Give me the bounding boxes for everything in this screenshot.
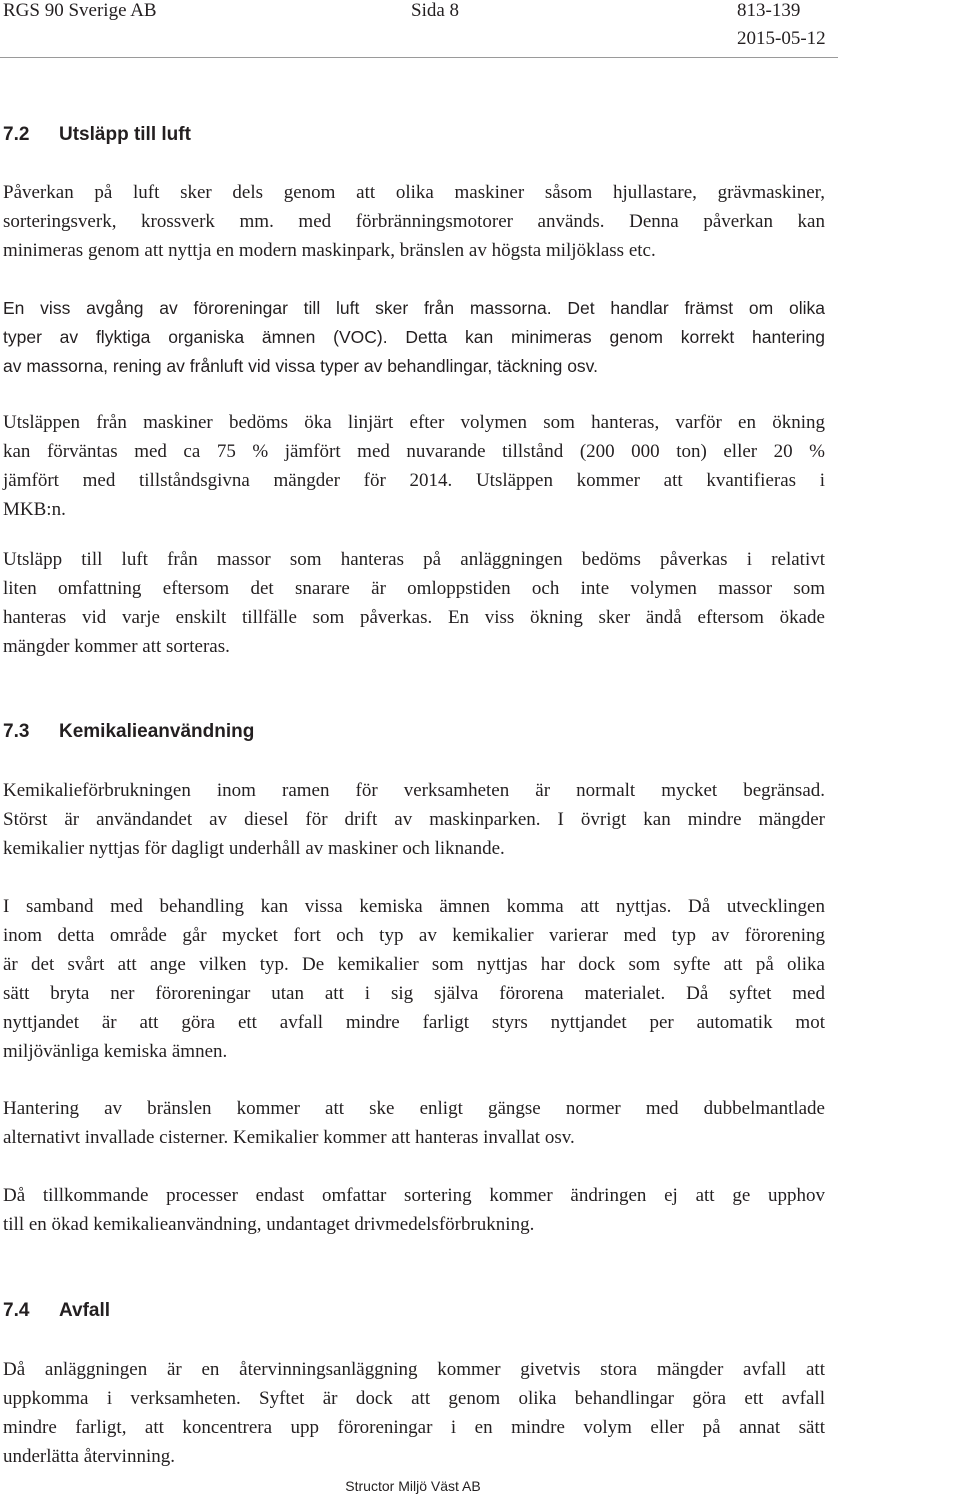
section-title: Avfall bbox=[59, 1300, 111, 1321]
section-heading-7-4 bbox=[3, 1300, 110, 1322]
text-line: kemikalier nyttjas för dagligt underhåll av maskiner och liknande. bbox=[3, 838, 505, 859]
text-line: är det svårt att ange vilken typ. De kemikalier som nyttjas har dock som syfte att på olika bbox=[3, 954, 825, 975]
text-line: sätt bryta ner föroreningar utan att i sig själva förorena materialet. Då syftet med bbox=[3, 983, 825, 1004]
text-line: Då anläggningen är en återvinningsanläggning kommer givetvis stora mängder avfall att bbox=[3, 1359, 825, 1380]
text-line: uppkomma i verksamheten. Syftet är dock att genom olika behandlingar göra ett avfall bbox=[3, 1388, 825, 1409]
text-line: MKB:n. bbox=[3, 499, 66, 520]
paragraph-emissions-increase bbox=[3, 408, 825, 524]
header-divider bbox=[0, 57, 838, 58]
text-line: miljövänliga kemiska ämnen. bbox=[3, 1041, 228, 1062]
section-title: Kemikalieanvändning bbox=[59, 721, 255, 742]
text-line: nyttjandet är att göra ett avfall mindre farligt styrs nyttjandet per automatik mot bbox=[3, 1012, 825, 1033]
text-line: jämfört med tillståndsgivna mängder för 2014. Utsläppen kommer att kvantifieras i bbox=[3, 470, 825, 491]
paragraph-fuel-handling bbox=[3, 1094, 825, 1152]
text-line: Påverkan på luft sker dels genom att olika maskiner såsom hjullastare, grävmaskiner, bbox=[3, 182, 825, 203]
paragraph-chemicals-treatment bbox=[3, 892, 825, 1066]
text-line: I samband med behandling kan vissa kemiska ämnen komma att nyttjas. Då utvecklingen bbox=[3, 896, 825, 917]
text-line: underlätta återvinning. bbox=[3, 1446, 175, 1467]
text-line: hanteras vid varje enskilt tillfälle som påverkas. En viss ökning sker ändå eftersom ökade bbox=[3, 607, 825, 628]
text-line: minimeras genom att nyttja en modern maskinpark, bränslen av högsta miljöklass etc. bbox=[3, 240, 656, 261]
paragraph-new-processes bbox=[3, 1181, 825, 1239]
section-number: 7.2 bbox=[3, 124, 30, 145]
paragraph-chemicals-consumption bbox=[3, 776, 825, 863]
header-company: RGS 90 Sverige AB bbox=[3, 0, 157, 21]
text-line: mindre farligt, att koncentrera upp föroreningar i en mindre volym eller på annat sätt bbox=[3, 1417, 825, 1438]
text-line: Störst är användandet av diesel för drift av maskinparken. I övrigt kan mindre mängder bbox=[3, 809, 825, 830]
text-line: Utsläpp till luft från massor som hanteras på anläggningen bedöms påverkas i relativt bbox=[3, 549, 825, 570]
text-line: En viss avgång av föroreningar till luft sker från massorna. Det handlar främst om olika bbox=[3, 298, 825, 318]
header-reference: 813-139 bbox=[737, 0, 801, 21]
section-number: 7.4 bbox=[3, 1300, 30, 1321]
section-number: 7.3 bbox=[3, 721, 30, 742]
text-line: typer av flyktiga organiska ämnen (VOC). Detta kan minimeras genom korrekt hantering bbox=[3, 327, 825, 347]
text-line: sorteringsverk, krossverk mm. med förbränningsmotorer används. Denna påverkan kan bbox=[3, 211, 825, 232]
text-line: liten omfattning eftersom det snarare är omloppstiden och inte volymen massor som bbox=[3, 578, 825, 599]
section-heading-7-3 bbox=[3, 721, 254, 743]
paragraph-emissions-turnover bbox=[3, 545, 825, 661]
paragraph-waste bbox=[3, 1355, 825, 1471]
text-line: Kemikalieförbrukningen inom ramen för verksamheten är normalt mycket begränsad. bbox=[3, 780, 825, 801]
text-line: till en ökad kemikalieanvändning, undantaget drivmedelsförbrukning. bbox=[3, 1214, 535, 1235]
text-line: kan förväntas med ca 75 % jämfört med nuvarande tillstånd (200 000 ton) eller 20 % bbox=[3, 441, 825, 462]
footer-company: Structor Miljö Väst AB bbox=[345, 1478, 481, 1494]
text-line: Utsläppen från maskiner bedöms öka linjärt efter volymen som hanteras, varför en ökning bbox=[3, 412, 825, 433]
section-title: Utsläpp till luft bbox=[59, 124, 191, 145]
text-line: inom detta område går mycket fort och typ av kemikalier varierar med typ av förorening bbox=[3, 925, 825, 946]
paragraph-emissions-masses bbox=[3, 294, 825, 381]
section-heading-7-2 bbox=[3, 124, 191, 146]
text-line: Då tillkommande processer endast omfattar sortering kommer ändringen ej att ge upphov bbox=[3, 1185, 825, 1206]
header-date: 2015-05-12 bbox=[737, 28, 826, 49]
text-line: Hantering av bränslen kommer att ske enligt gängse normer med dubbelmantlade bbox=[3, 1098, 825, 1119]
paragraph-emissions-machines bbox=[3, 178, 825, 265]
header-page-number: Sida 8 bbox=[411, 0, 460, 21]
text-line: alternativt invallade cisterner. Kemikalier kommer att hanteras invallat osv. bbox=[3, 1127, 575, 1148]
text-line: av massorna, rening av frånluft vid vissa typer av behandlingar, täckning osv. bbox=[3, 356, 598, 376]
text-line: mängder kommer att sorteras. bbox=[3, 636, 230, 657]
